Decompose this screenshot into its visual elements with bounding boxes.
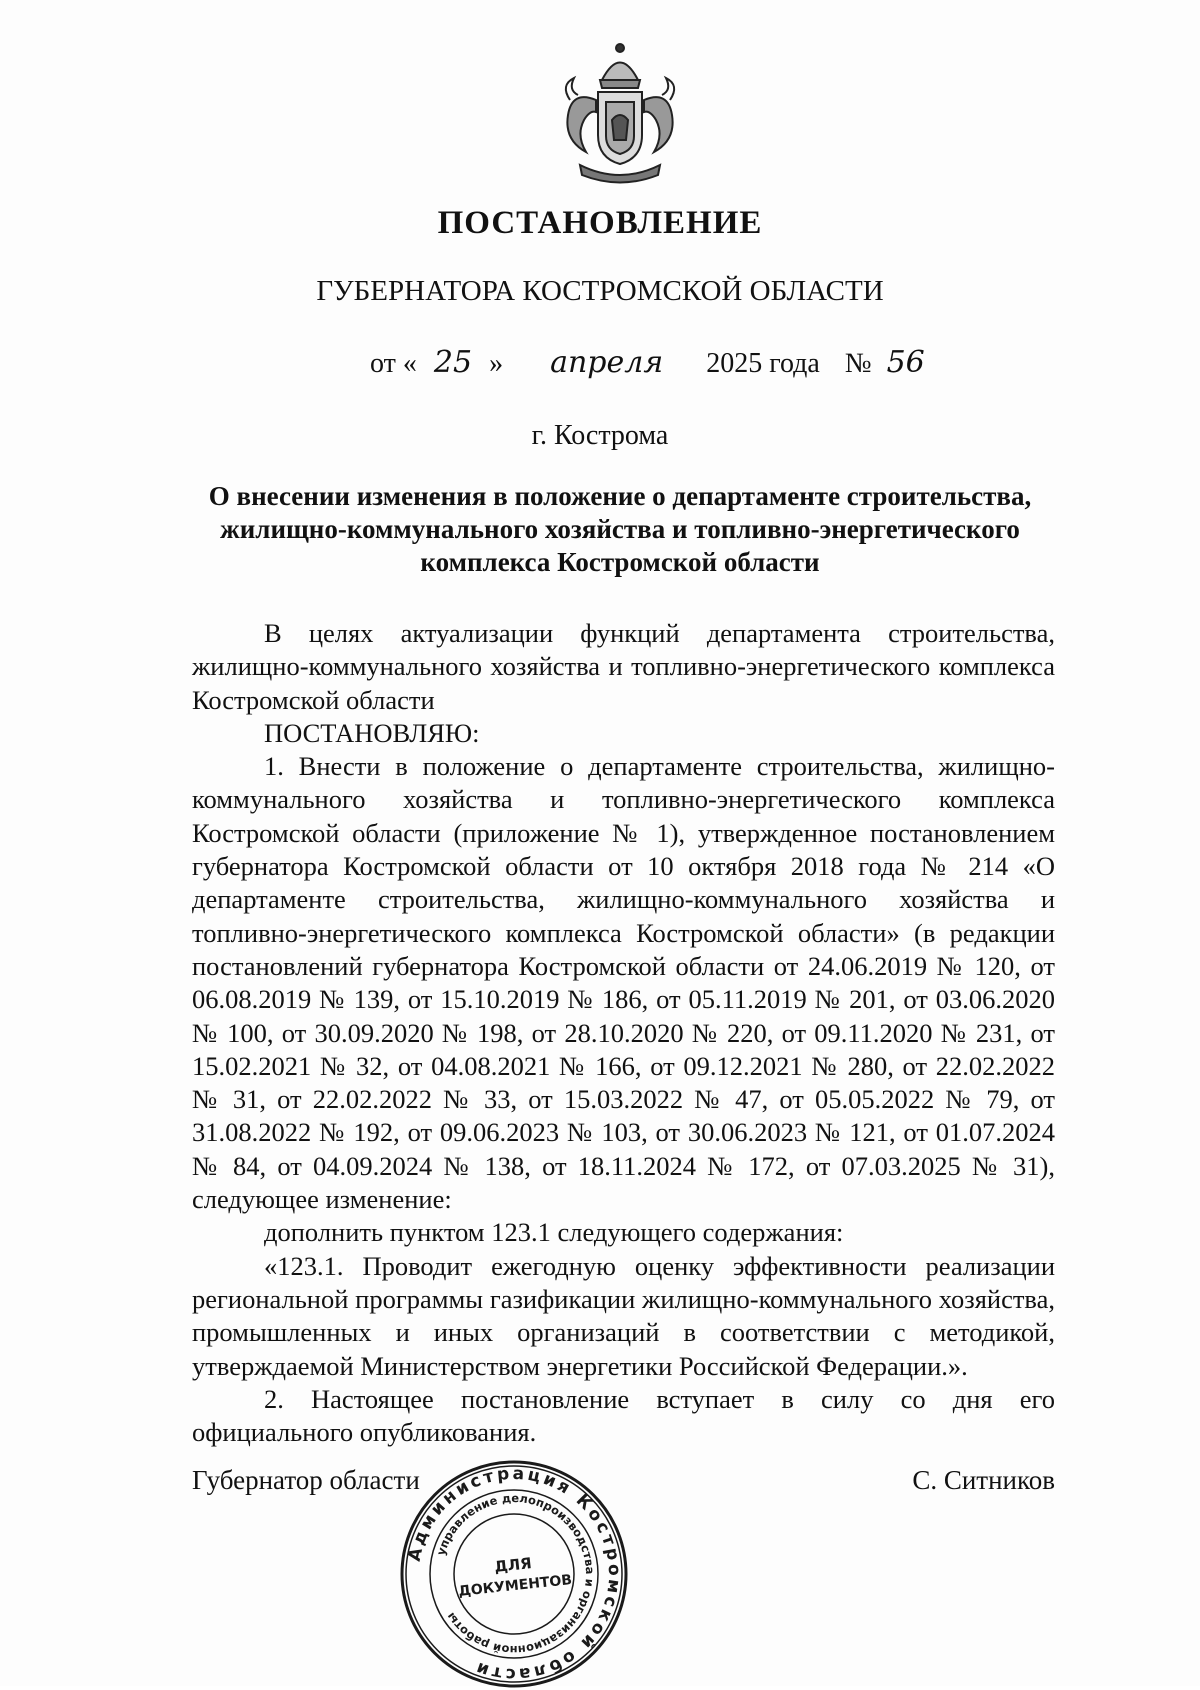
number-sign: № [844,348,872,379]
official-stamp [398,1458,630,1690]
paragraph-amendment-text: «123.1. Проводит ежегодную оценку эффективности реализации региональной программы газификации жилищно-коммунального хозяйства, промышленных и иных организаций в соответствии с методикой, утверждаемой Министерством энергетики Российской Федерации.». [192,1250,1055,1381]
paragraph-resolve: ПОСТАНОВЛЯЮ: [264,717,480,748]
date-month: апреля [550,345,664,380]
subject-line: жилищно-коммунального хозяйства и топливно-энергетического [220,514,1020,544]
date-close-quote: » [489,348,504,379]
stamp-center-line2: ДОКУМЕНТОВ [457,1572,573,1600]
stamp-center-line1: ДЛЯ [493,1554,533,1576]
date-year: 2025 года [706,348,820,379]
date-day: 25 [433,345,473,380]
svg-text:управление делопроизводства и [434,1491,597,1657]
paragraph-preamble: В целях актуализации функций департамента строительства, жилищно-коммунального хозяйства и топливно-энергетического комплекса Костромской области [192,618,1055,715]
document-subject [190,480,1050,579]
paragraph-item-1: 1. Внести в положение о департаменте строительства, жилищно-коммунального хозяйства и топливно-энергетического комплекса Костромской области (приложение № 1), утвержденное постановлением губернатора Костромской области от 10 октября 2018 года № 214 «О департаменте строительства, жилищно-коммунального хозяйства и топливно-энергетического комплекса Костромской области» (в редакции постановлений губернатора Костромской области от 24.06.2019 № 120, от 06.08.2019 № 139, от 15.10.2019 № 186, от 05.11.2019 № 201, от 03.06.2020 № 100, от 30.09.2020 № 198, от 28.10.2020 № 220, от 09.11.2020 № 231, от 15.02.2021 № 32, от 04.08.2021 № 166, от 09.12.2021 № 280, от 22.02.2022 № 31, от 22.02.2022 № 33, от 15.03.2022 № 47, от 05.05.2022 № 79, от 31.08.2022 № 192, от 09.06.2023 № 103, от 30.06.2023 № 121, от 01.07.2024 № 84, от 04.09.2024 № 138, от 18.11.2024 № 172, от 07.03.2025 № 31), следующее изменение: [192,751,1055,1215]
paragraph-item-2: 2. Настоящее постановление вступает в силу со дня его официального опубликования. [192,1383,1055,1448]
signatory-name: С. Ситников [912,1465,1055,1495]
signatory-position: Губернатор области [192,1465,420,1495]
date-prefix: от « [370,348,417,379]
subject-line: О внесении изменения в положение о департаменте строительства, [208,481,1032,511]
coat-of-arms-icon [550,40,690,190]
stamp-outer-text: Администрация Костромской области [404,1463,625,1685]
document-body [192,617,1055,1449]
date-line [370,345,925,380]
issuing-authority: ГУБЕРНАТОРА КОСТРОМСКОЙ ОБЛАСТИ [316,275,884,307]
city: г. Кострома [531,420,669,451]
stamp-inner-text: управление делопроизводства и организационной работы [433,1490,598,1658]
document-number: 56 [886,345,925,380]
subject-line: комплекса Костромской области [420,547,820,577]
document-title: ПОСТАНОВЛЕНИЕ [437,205,763,241]
paragraph-amendment-intro: дополнить пунктом 123.1 следующего содержания: [264,1217,844,1248]
